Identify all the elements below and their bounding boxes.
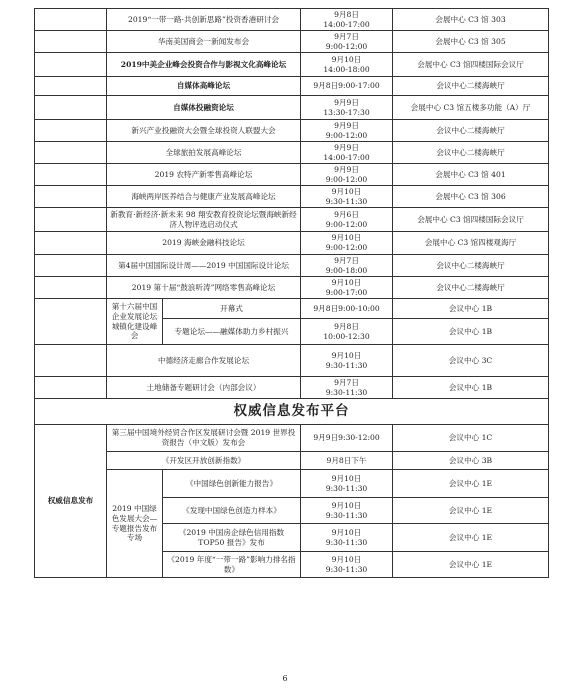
side-cell-blank (35, 208, 107, 232)
event-venue: 会议中心二楼海峡厅 (393, 142, 549, 164)
event-venue: 会议中心 1B (393, 299, 549, 319)
side-cell-blank (35, 31, 107, 53)
side-cell-blank (35, 142, 107, 164)
event-time: 9月8日 14:00-17:00 (301, 9, 393, 31)
side-cell-blank (35, 96, 107, 120)
event-venue: 会议中心二楼海峡厅 (393, 120, 549, 142)
table-row (35, 77, 549, 96)
event-name: 第4届中国国际设计周——2019 中国国际设计论坛 (107, 255, 301, 277)
side-cell-blank (35, 9, 107, 31)
event-time: 9月10日 9:30-11:30 (301, 345, 393, 377)
event-time: 9月10日 9:30-11:30 (301, 186, 393, 208)
event-venue: 会展中心 C3 馆四楼观海厅 (393, 232, 549, 255)
side-cell-blank (35, 299, 107, 345)
event-name: 《2019 中国房企绿色信用指数 TOP50 报告》发布 (163, 524, 301, 552)
table-row (35, 452, 549, 470)
table-row (35, 345, 549, 377)
table-row (35, 299, 549, 319)
schedule-body (35, 9, 549, 578)
group-label: 第十六届中国企业发展论坛城镇化建设峰会 (107, 299, 163, 345)
event-time: 9月10日 14:00-18:00 (301, 53, 393, 77)
table-row (35, 425, 549, 452)
event-time: 9月8日 10:00-12:30 (301, 319, 393, 345)
table-row (35, 9, 549, 31)
event-name: 2019“一带一路·共创新思路”投资香港研讨会 (107, 9, 301, 31)
event-time: 9月10日 9:30-11:30 (301, 552, 393, 578)
event-venue: 会议中心 1E (393, 470, 549, 498)
table-row (35, 470, 549, 498)
event-venue: 会议中心二楼海峡厅 (393, 277, 549, 299)
event-time: 9月10日 9:00-17:00 (301, 277, 393, 299)
event-venue: 会议中心 1B (393, 377, 549, 399)
event-venue: 会议中心 3C (393, 345, 549, 377)
event-venue: 会展中心 C3 馆五楼多功能（A）厅 (393, 96, 549, 120)
event-name: 《发现中国绿色创造力样本》 (163, 498, 301, 524)
event-name: 全球旅拍发展高峰论坛 (107, 142, 301, 164)
side-cell-blank (35, 232, 107, 255)
event-name: 专题论坛——融媒体助力乡村振兴 (163, 319, 301, 345)
event-venue: 会展中心 C3 馆 306 (393, 186, 549, 208)
event-name: 《中国绿色创新能力报告》 (163, 470, 301, 498)
event-name: 自媒体高峰论坛 (107, 77, 301, 96)
side-label: 权威信息发布 (35, 425, 107, 578)
event-venue: 会议中心 1B (393, 319, 549, 345)
event-time: 9月7日 9:00-18:00 (301, 255, 393, 277)
event-time: 9月8日9:00-17:00 (301, 77, 393, 96)
event-venue: 会展中心 C3 馆 303 (393, 9, 549, 31)
table-row (35, 208, 549, 232)
event-name: 2019 第十届“鼓浪听涛”网络零售高峰论坛 (107, 277, 301, 299)
event-name: 《2019 年度“一带一路”影响力排名指数》 (163, 552, 301, 578)
event-venue: 会议中心 1E (393, 498, 549, 524)
event-time: 9月10日 9:00-12:00 (301, 232, 393, 255)
event-time: 9月8日9:00-10:00 (301, 299, 393, 319)
table-row (35, 53, 549, 77)
table-row (35, 31, 549, 53)
table-row (35, 399, 549, 425)
table-row (35, 120, 549, 142)
side-cell-blank (35, 77, 107, 96)
event-venue: 会展中心 C3 馆四楼国际会议厅 (393, 53, 549, 77)
table-row (35, 96, 549, 120)
event-time: 9月9日 14:00-17:00 (301, 142, 393, 164)
event-name: 2019 农特产新零售高峰论坛 (107, 164, 301, 186)
event-venue: 会议中心 1E (393, 524, 549, 552)
side-cell-blank (35, 164, 107, 186)
event-time: 9月9日9:30-12:00 (301, 425, 393, 452)
table-row (35, 255, 549, 277)
event-name: 2019 海峡金融科技论坛 (107, 232, 301, 255)
event-name: 土地储备专题研讨会（内部会议） (107, 377, 301, 399)
event-time: 9月8日下午 (301, 452, 393, 470)
event-time: 9月6日 9:00-12:00 (301, 208, 393, 232)
event-name: 第三届中国境外经贸合作区发展研讨会暨 2019 世界投资报告（中文版）发布会 (107, 425, 301, 452)
event-venue: 会展中心 C3 馆四楼国际会议厅 (393, 208, 549, 232)
event-name: 新教育·新经济·新未来 98 翔安教育投资论坛暨海峡新经济人物评选启动仪式 (107, 208, 301, 232)
side-cell-blank (35, 120, 107, 142)
group-label: 2019 中国绿色发展大会—专题报告发布专场 (107, 470, 163, 578)
event-time: 9月9日 9:00-12:00 (301, 120, 393, 142)
event-venue: 会议中心二楼海峡厅 (393, 255, 549, 277)
event-venue: 会议中心 1C (393, 425, 549, 452)
table-row (35, 164, 549, 186)
event-name: 海峡两岸医养结合与健康产业发展高峰论坛 (107, 186, 301, 208)
event-name: 华南美国商会一新闻发布会 (107, 31, 301, 53)
event-time: 9月9日 13:30-17:30 (301, 96, 393, 120)
side-cell-blank (35, 345, 107, 377)
event-time: 9月10日 9:30-11:30 (301, 524, 393, 552)
side-cell-blank (35, 277, 107, 299)
side-cell-blank (35, 377, 107, 399)
event-name: 新兴产业投融资大会暨全球投资人联盟大会 (107, 120, 301, 142)
schedule-table (34, 8, 549, 578)
event-time: 9月9日 9:00-12:00 (301, 164, 393, 186)
event-name: 开幕式 (163, 299, 301, 319)
side-cell-blank (35, 53, 107, 77)
table-row (35, 142, 549, 164)
table-row (35, 277, 549, 299)
event-time: 9月7日 9:30-11:30 (301, 377, 393, 399)
event-name: 2019中美企业峰会投资合作与影视文化高峰论坛 (107, 53, 301, 77)
event-venue: 会展中心 C3 馆 305 (393, 31, 549, 53)
side-cell-blank (35, 186, 107, 208)
event-venue: 会展中心 C3 馆 401 (393, 164, 549, 186)
event-name: 《开发区开放创新指数》 (107, 452, 301, 470)
event-time: 9月10日 9:30-11:30 (301, 498, 393, 524)
event-time: 9月7日 9:00-12:00 (301, 31, 393, 53)
side-cell-blank (35, 255, 107, 277)
page-number: 6 (282, 674, 288, 683)
table-row (35, 377, 549, 399)
event-time: 9月10日 9:30-11:30 (301, 470, 393, 498)
event-venue: 会议中心 3B (393, 452, 549, 470)
event-venue: 会议中心二楼海峡厅 (393, 77, 549, 96)
event-name: 自媒体投融资论坛 (107, 96, 301, 120)
event-venue: 会议中心 1E (393, 552, 549, 578)
table-row (35, 232, 549, 255)
event-name: 中德经济走廊合作发展论坛 (107, 345, 301, 377)
section-title: 权威信息发布平台 (35, 399, 549, 425)
table-row (35, 186, 549, 208)
